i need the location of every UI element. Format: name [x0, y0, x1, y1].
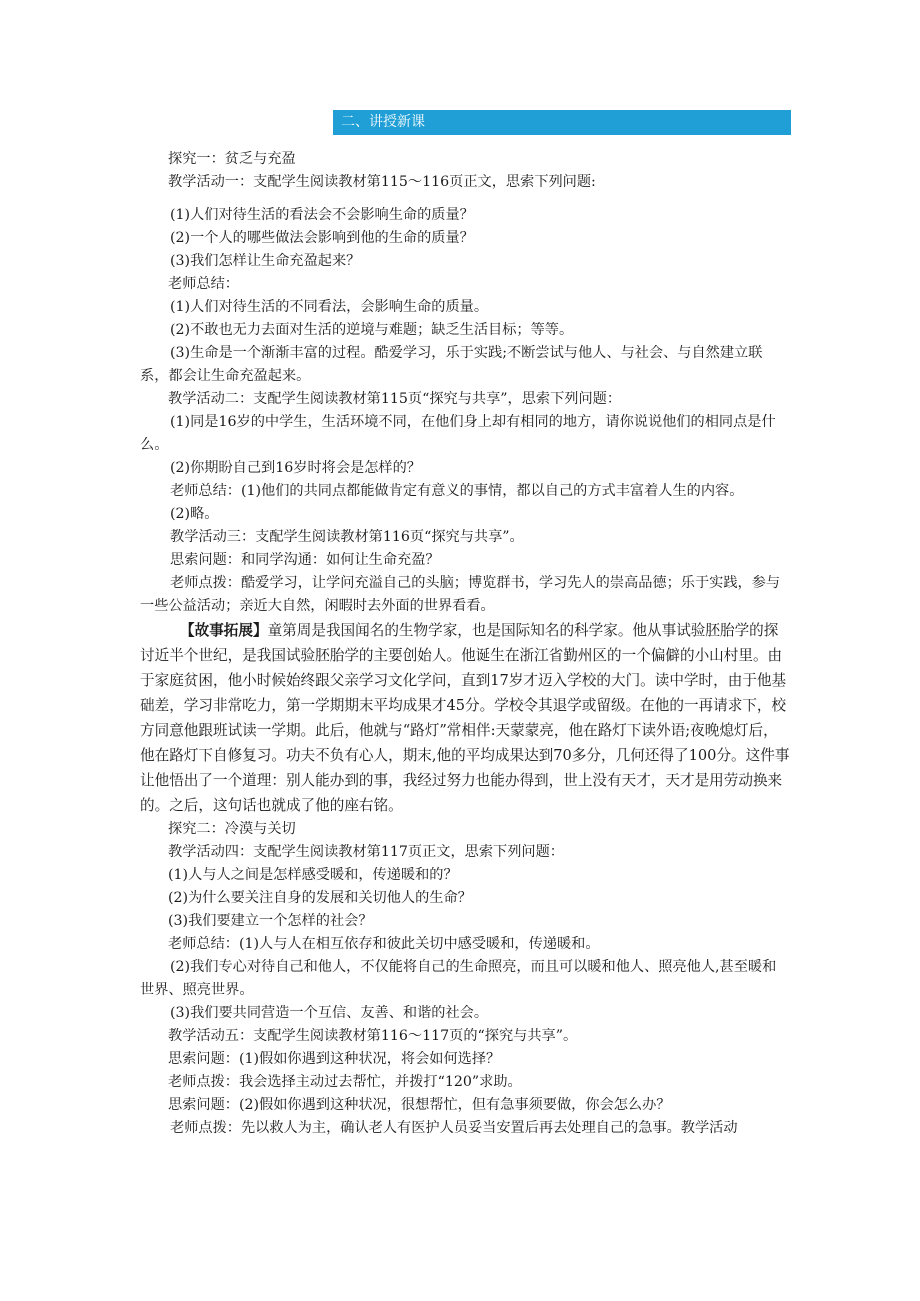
- paragraph: 教学活动一：支配学生阅读教材第115～116页正文，思索下列问题:: [168, 174, 596, 190]
- paragraph: 老师点拨：酷爱学习，让学问充溢自己的头脑；博览群书，学习先人的崇高品德；乐于实践，参与一些公益活动；亲近大自然，闲暇时去外面的世界看看。: [140, 575, 781, 614]
- paragraph: (3)我们要共同营造一个互信、友善、和谐的社会。: [170, 1005, 489, 1021]
- paragraph: (3)我们怎样让生命充盈起来？: [170, 253, 361, 269]
- paragraph: 思索问题：和同学沟通：如何让生命充盈？: [170, 552, 440, 568]
- paragraph: (2)我们专心对待自己和他人，不仅能将自己的生命照亮，而且可以暖和他人、照亮他人,甚至暖和世界、照亮世界。: [140, 959, 777, 998]
- paragraph: 老师总结：(1)人与人在相互依存和彼此关切中感受暖和，传递暖和。: [168, 936, 600, 952]
- story-tag: 【故事拓展】: [180, 622, 268, 639]
- paragraph: (2)略。: [170, 506, 219, 522]
- paragraph: 老师点拨：先以救人为主，确认老人有医护人员妥当安置后再去处理自己的急事。教学活动: [170, 1120, 738, 1136]
- section-title: 二、讲授新课: [341, 114, 425, 130]
- paragraph: (3)我们要建立一个怎样的社会？: [168, 913, 373, 929]
- paragraph: 教学活动四：支配学生阅读教材第117页正文，思索下列问题：: [168, 844, 564, 860]
- paragraph: (2)为什么要关注自身的发展和关切他人的生命？: [168, 890, 472, 906]
- story-paragraph: [140, 618, 790, 818]
- section-header: [333, 110, 791, 135]
- document-body: [140, 148, 790, 1140]
- paragraph: 老师总结：: [168, 276, 239, 292]
- paragraph: (1)人们对待生活的不同看法，会影响生命的质量。: [170, 299, 489, 315]
- paragraph: 教学活动三：支配学生阅读教材第116页“探究与共享”。: [170, 529, 524, 545]
- paragraph: (2)不敢也无力去面对生活的逆境与难题；缺乏生活目标；等等。: [170, 322, 574, 338]
- paragraph: 老师总结：(1)他们的共同点都能做肯定有意义的事情，都以自己的方式丰富着人生的内容。: [170, 483, 744, 499]
- paragraph: (1)同是16岁的中学生，生活环境不同，在他们身上却有相同的地方，请你说说他们的相同点是什么。: [140, 414, 776, 453]
- paragraph: 教学活动五：支配学生阅读教材第116～117页的“探究与共享”。: [168, 1028, 578, 1044]
- story-body: 童第周是我国闻名的生物学家，也是国际知名的科学家。他从事试验胚胎学的探讨近半个世纪，是我国试验胚胎学的主要创始人。他诞生在浙江省勤州区的一个偏僻的小山村里。由于家庭贫困，他小时候始终跟父亲学习文化学问，直到17岁才迈入学校的大门。读中学时，由于他基础差，学习非常吃力，第一学期期末平均成果才45分。学校令其退学或留级。在他的一再请求下，校方同意他跟班试读一学期。此后，他就与“路灯”常相伴:天蒙蒙亮，他在路灯下读外语;夜晚熄灯后，他在路灯下自修复习。功夫不负有心人，期末,他的平均成果达到70多分，几何还得了100分。这件事让他悟出了一个道理：别人能办到的事，我经过努力也能办得到，世上没有天才，天才是用劳动换来的。之后，这句话也就成了他的座右铭。: [140, 622, 790, 814]
- paragraph: (1)人们对待生活的看法会不会影响生命的质量？: [170, 207, 474, 223]
- paragraph: 探究二：冷漠与关切: [168, 821, 296, 837]
- paragraph: 老师点拨：我会选择主动过去帮忙，并拨打“120”求助。: [168, 1074, 522, 1090]
- paragraph: 探究一：贫乏与充盈: [168, 151, 296, 167]
- paragraph: (1)人与人之间是怎样感受暖和，传递暖和的？: [168, 867, 458, 883]
- paragraph: 思索问题：(2)假如你遇到这种状况，很想帮忙，但有急事须要做，你会怎么办？: [168, 1097, 671, 1113]
- paragraph: 思索问题：(1)假如你遇到这种状况，将会如何选择？: [168, 1051, 501, 1067]
- paragraph: (2)你期盼自己到16岁时将会是怎样的？: [170, 460, 421, 476]
- paragraph: (2)一个人的哪些做法会影响到他的生命的质量？: [170, 230, 474, 246]
- paragraph: (3)生命是一个渐渐丰富的过程。酷爱学习，乐于实践;不断尝试与他人、与社会、与自然建立联系，都会让生命充盈起来。: [140, 345, 763, 384]
- paragraph: 教学活动二：支配学生阅读教材第115页“探究与共享”，思索下列问题：: [168, 391, 622, 407]
